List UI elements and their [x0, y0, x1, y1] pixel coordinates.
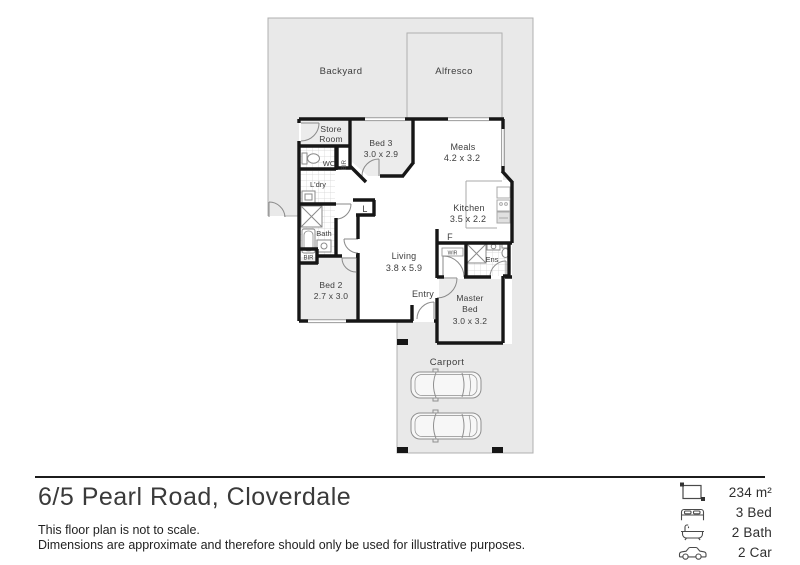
svg-text:4.2 x 3.2: 4.2 x 3.2 — [443, 153, 481, 163]
living-label: Living — [391, 251, 417, 261]
disclaimer-line-2: Dimensions are approximate and therefore should only be used for illustrative purposes. — [38, 538, 526, 552]
bed-icon — [676, 504, 708, 521]
bed3-label: Bed 3 — [369, 138, 393, 148]
car-2 — [411, 410, 481, 442]
wc-label: WC — [322, 159, 336, 168]
svg-text:Bed: Bed — [462, 304, 478, 314]
stat-bed-value: 3 Bed — [735, 504, 772, 520]
stat-car-value: 2 Car — [737, 544, 772, 560]
wir-label: WIR — [447, 250, 458, 257]
ldry-label: L'dry — [309, 180, 327, 189]
stat-area — [676, 482, 772, 502]
footer-divider — [35, 476, 765, 478]
svg-text:3.0 x 2.9: 3.0 x 2.9 — [363, 149, 399, 159]
svg-text:3.5 x 2.2: 3.5 x 2.2 — [449, 214, 487, 224]
property-stats — [676, 482, 772, 562]
carport-label: Carport — [429, 357, 465, 368]
kitchen-label: Kitchen — [453, 203, 485, 213]
bath-icon — [676, 523, 708, 541]
master-bed-label: Master — [456, 293, 484, 303]
disclaimer-line-1: This floor plan is not to scale. — [38, 523, 200, 537]
car-icon — [676, 544, 708, 561]
fridge-label: F — [447, 232, 453, 242]
car-1 — [411, 369, 481, 401]
bath-label: Bath — [316, 229, 332, 238]
backyard-label: Backyard — [319, 66, 363, 77]
stat-car — [676, 542, 772, 562]
bed2-label: Bed 2 — [319, 280, 343, 290]
bir-bed2-label: BIR — [303, 255, 314, 262]
stat-bed — [676, 502, 772, 522]
stat-bath-value: 2 Bath — [731, 524, 772, 540]
stat-area-value: 234 m² — [728, 484, 772, 500]
linen-label: L — [362, 204, 368, 214]
page-title: 6/5 Pearl Road, Cloverdale — [38, 483, 352, 511]
svg-text:3.0 x 3.2: 3.0 x 3.2 — [452, 316, 488, 326]
stat-bath — [676, 522, 772, 542]
entry-label: Entry — [411, 289, 435, 299]
bir-bed3-label: BIR — [342, 159, 348, 171]
store-room-label: Store — [320, 124, 342, 134]
alfresco-label: Alfresco — [435, 66, 473, 77]
area-icon — [676, 482, 708, 502]
ens-label: Ens — [485, 255, 499, 264]
svg-text:2.7 x 3.0: 2.7 x 3.0 — [313, 291, 349, 301]
svg-text:3.8 x 5.9: 3.8 x 5.9 — [385, 263, 423, 273]
meals-label: Meals — [450, 142, 476, 152]
svg-text:Room: Room — [319, 134, 343, 144]
disclaimer — [38, 523, 525, 553]
